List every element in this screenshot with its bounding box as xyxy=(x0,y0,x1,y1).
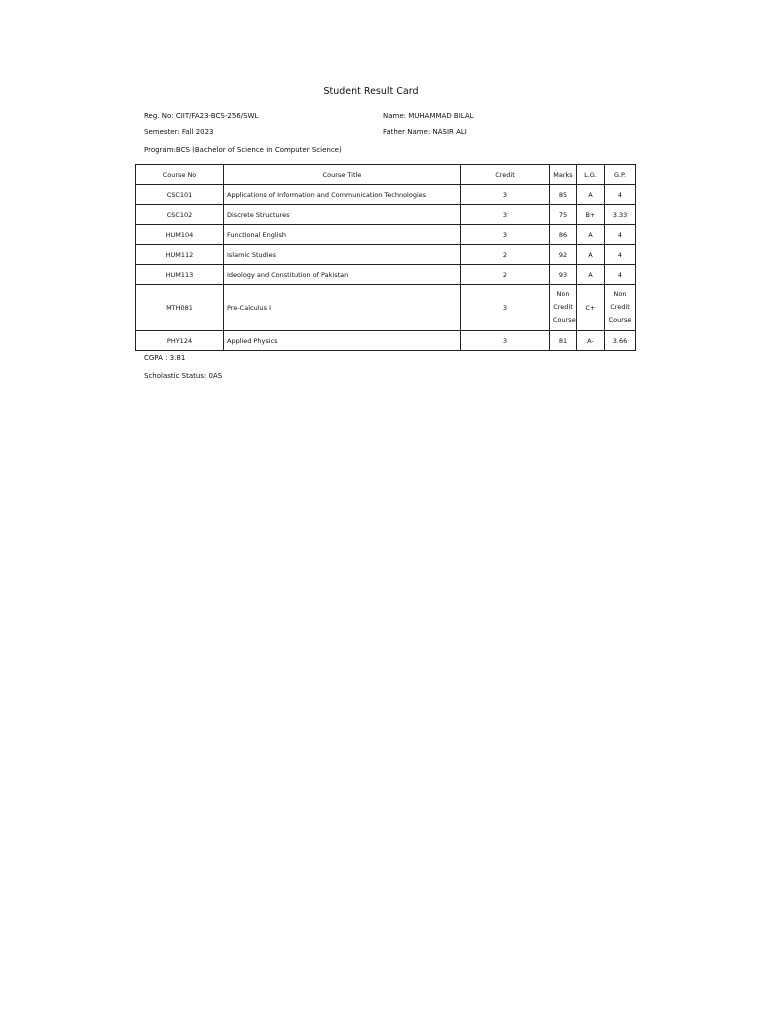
letter-grade: A xyxy=(577,185,605,205)
grade-point: 4 xyxy=(605,245,636,265)
header-letter-grade: L.G. xyxy=(577,165,605,185)
grade-point: 4 xyxy=(605,185,636,205)
grade-point: 4 xyxy=(605,225,636,245)
semester: Semester: Fall 2023 xyxy=(144,128,214,136)
marks: 86 xyxy=(550,225,577,245)
table-row xyxy=(136,225,636,245)
header-marks: Marks xyxy=(550,165,577,185)
scholastic-status: Scholastic Status: 0AS xyxy=(144,372,223,380)
header-grade-point: G.P. xyxy=(605,165,636,185)
results-table xyxy=(135,164,636,351)
marks: 93 xyxy=(550,265,577,285)
header-credit: Credit xyxy=(461,165,550,185)
table-row xyxy=(136,285,636,331)
course-title: Functional English xyxy=(224,225,461,245)
reg-no: Reg. No: CIIT/FA23-BCS-256/SWL xyxy=(144,112,259,120)
page-title: Student Result Card xyxy=(323,86,419,97)
table-row xyxy=(136,331,636,351)
course-no: CSC101 xyxy=(136,185,224,205)
course-title: Applied Physics xyxy=(224,331,461,351)
letter-grade: B+ xyxy=(577,205,605,225)
course-title: Pre-Calculus I xyxy=(224,285,461,331)
header-course-title: Course Title xyxy=(224,165,461,185)
grade-point: 3.33 xyxy=(605,205,636,225)
course-no: HUM113 xyxy=(136,265,224,285)
letter-grade: A xyxy=(577,245,605,265)
credit: 3 xyxy=(461,285,550,331)
grade-point: 4 xyxy=(605,265,636,285)
table-row xyxy=(136,185,636,205)
letter-grade: A xyxy=(577,225,605,245)
student-name: Name: MUHAMMAD BILAL xyxy=(383,112,474,120)
course-no: MTH081 xyxy=(136,285,224,331)
marks: 92 xyxy=(550,245,577,265)
course-no: CSC102 xyxy=(136,205,224,225)
table-row xyxy=(136,245,636,265)
course-title: Ideology and Constitution of Pakistan xyxy=(224,265,461,285)
credit: 3 xyxy=(461,225,550,245)
father-name: Father Name: NASIR ALI xyxy=(383,128,467,136)
cgpa: CGPA : 3.81 xyxy=(144,354,186,362)
grade-point: 3.66 xyxy=(605,331,636,351)
course-no: PHY124 xyxy=(136,331,224,351)
course-title: Discrete Structures xyxy=(224,205,461,225)
letter-grade: C+ xyxy=(577,285,605,331)
table-header-row xyxy=(136,165,636,185)
table-row xyxy=(136,265,636,285)
credit: 2 xyxy=(461,265,550,285)
credit: 3 xyxy=(461,331,550,351)
marks: Non Credit Course xyxy=(550,285,577,331)
course-no: HUM104 xyxy=(136,225,224,245)
course-title: Islamic Studies xyxy=(224,245,461,265)
credit: 3 xyxy=(461,205,550,225)
course-title: Applications of Information and Communication Technologies xyxy=(224,185,461,205)
marks: 81 xyxy=(550,331,577,351)
marks: 75 xyxy=(550,205,577,225)
program: Program:BCS (Bachelor of Science in Computer Science) xyxy=(144,146,342,154)
letter-grade: A xyxy=(577,265,605,285)
grade-point: Non Credit Course xyxy=(605,285,636,331)
credit: 2 xyxy=(461,245,550,265)
marks: 85 xyxy=(550,185,577,205)
table-row xyxy=(136,205,636,225)
letter-grade: A- xyxy=(577,331,605,351)
header-course-no: Course No xyxy=(136,165,224,185)
course-no: HUM112 xyxy=(136,245,224,265)
credit: 3 xyxy=(461,185,550,205)
